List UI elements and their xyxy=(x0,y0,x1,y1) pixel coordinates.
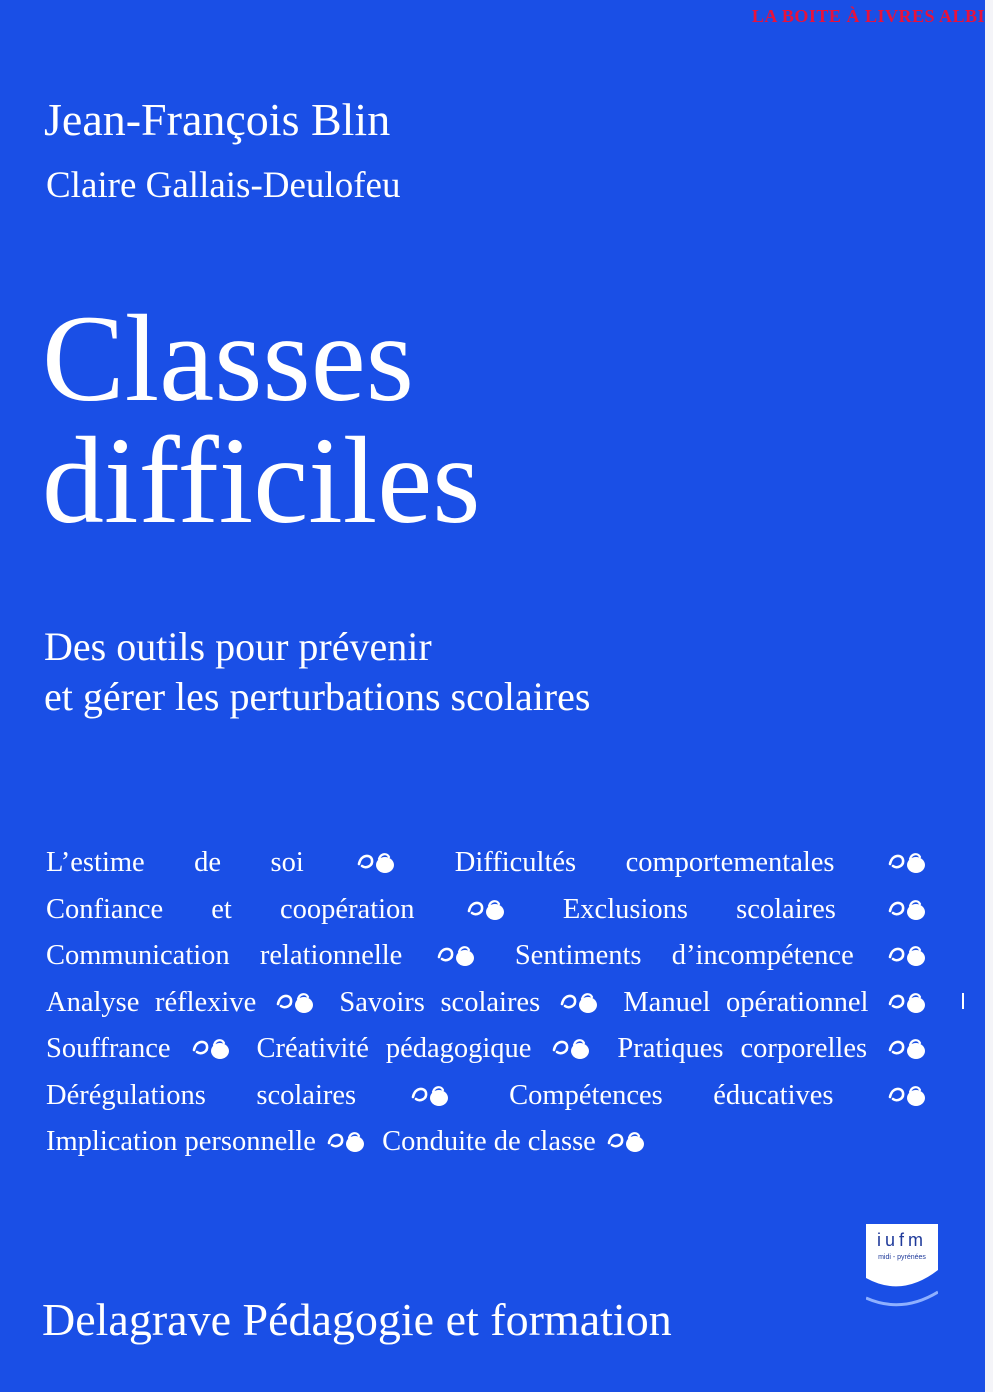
keyword-item: L’estime de soi xyxy=(46,847,304,878)
tadpole-swirl-icon xyxy=(276,983,320,1007)
tadpole-swirl-icon xyxy=(888,843,932,867)
tadpole-swirl-icon xyxy=(411,1076,455,1100)
tadpole-swirl-icon xyxy=(888,890,932,914)
author-primary: Jean-François Blin xyxy=(44,94,391,145)
book-subtitle xyxy=(44,622,590,722)
series-name: Delagrave Pédagogie et formation xyxy=(42,1294,672,1345)
book-title xyxy=(42,290,481,549)
tadpole-swirl-icon xyxy=(552,1029,596,1053)
tadpole-swirl-icon xyxy=(607,1122,651,1146)
tadpole-swirl-icon xyxy=(327,1122,371,1146)
keyword-item: Manuel opérationnel xyxy=(623,986,869,1018)
logo-wave-icon xyxy=(866,1268,938,1352)
keyword-item: Communication relationnelle xyxy=(46,940,403,971)
keyword-item: Savoirs scolaires xyxy=(339,986,541,1018)
tadpole-swirl-icon xyxy=(192,1029,236,1053)
title-line: difficiles xyxy=(42,412,481,549)
subtitle-line: et gérer les perturbations scolaires xyxy=(44,674,591,719)
keyword-list xyxy=(46,840,936,1166)
keyword-item: Difficultés comportementales xyxy=(454,847,835,878)
keyword-item: Exclusions scolaires xyxy=(562,893,836,925)
tadpole-swirl-icon xyxy=(888,1029,932,1053)
keyword-item: Dérégulations scolaires xyxy=(46,1079,357,1111)
tadpole-swirl-icon xyxy=(888,936,932,960)
title-line: Classes xyxy=(42,290,414,427)
keyword-item: Créativité pédagogique xyxy=(256,1033,532,1064)
tadpole-swirl-icon xyxy=(467,890,511,914)
keyword-item: Compétences éducatives xyxy=(509,1079,834,1111)
tadpole-swirl-icon xyxy=(357,843,401,867)
tadpole-swirl-icon xyxy=(888,983,932,1007)
subtitle-line: Des outils pour prévenir xyxy=(44,624,432,669)
bookshop-stamp: LA BOITE À LIVRES ALBI xyxy=(751,6,985,26)
logo-name: iufm xyxy=(876,1230,927,1250)
keyword-item: Souffrance xyxy=(46,1033,171,1064)
tadpole-swirl-icon xyxy=(437,936,481,960)
tadpole-swirl-icon xyxy=(560,983,604,1007)
keyword-item: Sentiments d’incompétence xyxy=(514,940,854,971)
keyword-item: Confiance et coopération xyxy=(46,893,415,925)
publisher-logo xyxy=(866,1224,938,1352)
keyword-item: Implication personnelle xyxy=(46,1126,316,1157)
keyword-item: Pratiques corporelles xyxy=(617,1033,868,1064)
tadpole-swirl-icon xyxy=(888,1076,932,1100)
keyword-item: Analyse réflexive xyxy=(46,986,257,1018)
logo-subtitle: midi - pyrénées xyxy=(878,1254,926,1261)
scan-mark xyxy=(962,993,964,1009)
author-secondary: Claire Gallais-Deulofeu xyxy=(46,165,401,206)
keyword-item: Conduite de classe xyxy=(382,1126,596,1157)
